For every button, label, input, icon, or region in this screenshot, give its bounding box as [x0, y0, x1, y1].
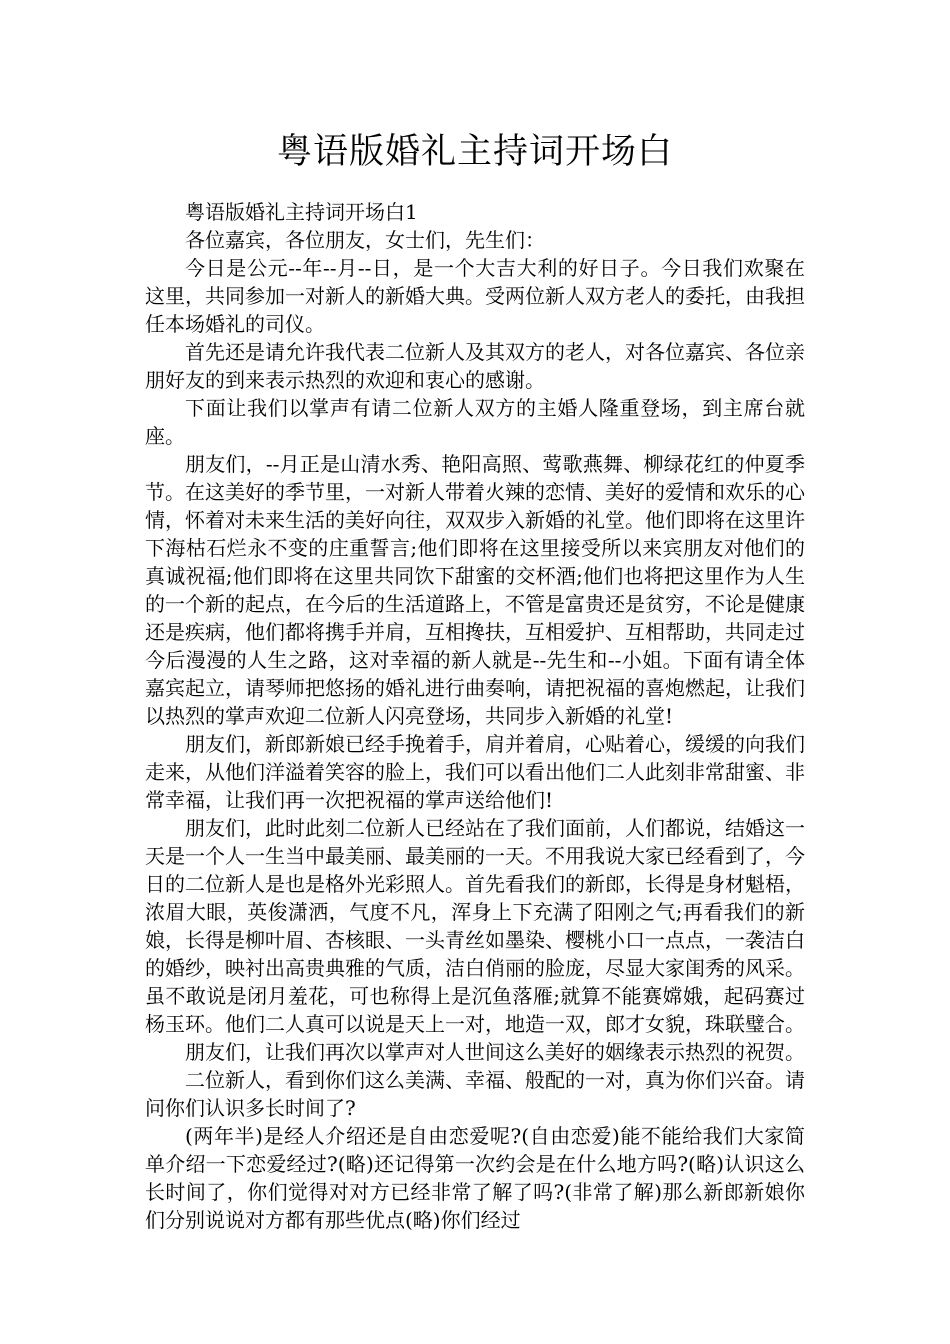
paragraph-subtitle: 粤语版婚礼主持词开场白1 [185, 200, 418, 224]
paragraph-greeting: 各位嘉宾，各位朋友，女士们，先生们： [185, 228, 545, 252]
paragraph: 二位新人，看到你们这么美满、幸福、般配的一对，真为你们兴奋。请问你们认识多长时间了? [145, 1068, 805, 1120]
document-title: 粤语版婚礼主持词开场白 [276, 132, 673, 172]
paragraph: 朋友们，--月正是山清水秀、艳阳高照、莺歌燕舞、柳绿花红的仲夏季节。在这美好的季节里，一对新人带着火辣的恋情、美好的爱情和欢乐的心情，怀着对未来生活的美好向往，双双步入新婚的礼堂。他们即将在这里许下海枯石烂永不变的庄重誓言;他们即将在这里接受所以来宾朋友对他们的真诚祝福;他们即将在这里共同饮下甜蜜的交杯酒;他们也将把这里作为人生的一个新的起点，在今后的生活道路上，不管是富贵还是贫穷，不论是健康还是疾病，他们都将携手并肩，互相搀扶，互相爱护、互相帮助，共同走过今后漫漫的人生之路，这对幸福的新人就是--先生和--小姐。下面有请全体嘉宾起立，请琴师把悠扬的婚礼进行曲奏响，请把祝福的喜炮燃起，让我们以热烈的掌声欢迎二位新人闪亮登场，共同步入新婚的礼堂! [145, 452, 805, 728]
paragraph: 首先还是请允许我代表二位新人及其双方的老人，对各位嘉宾、各位亲朋好友的到来表示热烈的欢迎和衷心的感谢。 [145, 340, 805, 392]
document-body [145, 198, 805, 1234]
paragraph: 朋友们，此时此刻二位新人已经站在了我们面前，人们都说，结婚这一天是一个人一生当中最美丽、最美丽的一天。不用我说大家已经看到了，今日的二位新人是也是格外光彩照人。首先看我们的新郎，长得是身材魁梧，浓眉大眼，英俊潇洒，气度不凡，浑身上下充满了阳刚之气;再看我们的新娘，长得是柳叶眉、杏核眼、一头青丝如墨染、樱桃小口一点点，一袭洁白的婚纱，映衬出高贵典雅的气质，洁白俏丽的脸庞，尽显大家闺秀的风采。虽不敢说是闭月羞花，可也称得上是沉鱼落雁;就算不能赛嫦娥，起码赛过杨玉环。他们二人真可以说是天上一对，地造一双，郎才女貌，珠联璧合。 [145, 816, 805, 1036]
paragraph: 朋友们，让我们再次以掌声对人世间这么美好的姻缘表示热烈的祝贺。 [185, 1040, 805, 1064]
paragraph: 今日是公元--年--月--日，是一个大吉大利的好日子。今日我们欢聚在这里，共同参加一对新人的新婚大典。受两位新人双方老人的委托，由我担任本场婚礼的司仪。 [145, 256, 805, 336]
paragraph: 朋友们，新郎新娘已经手挽着手，肩并着肩，心贴着心，缓缓的向我们走来，从他们洋溢着笑容的脸上，我们可以看出他们二人此刻非常甜蜜、非常幸福，让我们再一次把祝福的掌声送给他们! [145, 732, 805, 812]
paragraph: (两年半)是经人介绍还是自由恋爱呢?(自由恋爱)能不能给我们大家简单介绍一下恋爱经过?(略)还记得第一次约会是在什么地方吗?(略)认识这么长时间了，你们觉得对对方已经非常了解了吗?(非常了解)那么新郎新娘你们分别说说对方都有那些优点(略)你们经过 [145, 1124, 805, 1232]
paragraph: 下面让我们以掌声有请二位新人双方的主婚人隆重登场，到主席台就座。 [145, 396, 805, 448]
